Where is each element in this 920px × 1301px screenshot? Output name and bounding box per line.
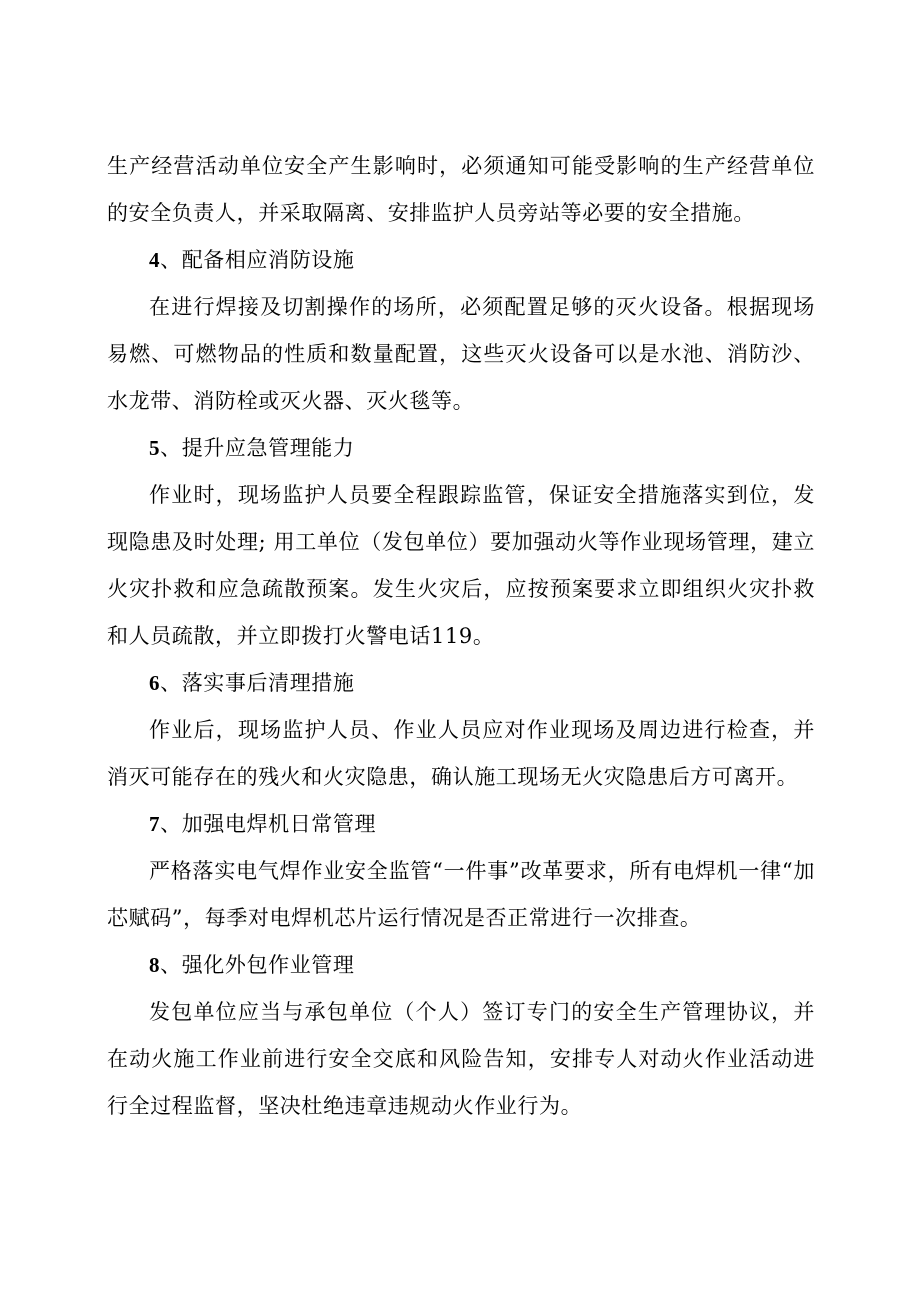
document-body — [107, 143, 815, 1130]
section-title: 、加强电焊机日常管理 — [160, 812, 377, 836]
section-heading-5 — [107, 425, 815, 472]
section-number: 8 — [149, 953, 161, 977]
section-title: 、配备相应消防设施 — [160, 248, 355, 272]
paragraph-welder-management: 严格落实电气焊作业安全监管“一件事”改革要求，所有电焊机一律“加芯赋码”，每季对电焊机芯片运行情况是否正常进行一次排查。 — [107, 859, 815, 930]
paragraph-emergency: 作业时，现场监护人员要全程跟踪监管，保证安全措施落实到位，发现隐患及时处理; 用工单位（发包单位）要加强动火等作业现场管理，建立火灾扑救和应急疏散预案。发生火灾后，应按预案要求立即组织火灾扑救和人员疏散，并立即拨打火警电话119。 — [107, 483, 815, 648]
section-heading-8 — [107, 942, 815, 989]
paragraph-continuation: 生产经营活动单位安全产生影响时，必须通知可能受影响的生产经营单位的安全负责人，并采取隔离、安排监护人员旁站等必要的安全措施。 — [107, 154, 815, 225]
section-number: 6 — [149, 671, 161, 695]
section-number: 5 — [149, 436, 161, 460]
section-number: 4 — [149, 248, 161, 272]
section-number: 7 — [149, 812, 161, 836]
paragraph-outsourcing: 发包单位应当与承包单位（个人）签订专门的安全生产管理协议，并在动火施工作业前进行安全交底和风险告知，安排专人对动火作业活动进行全过程监督，坚决杜绝违章违规动火作业行为。 — [107, 1000, 815, 1118]
paragraph-fire-equipment: 在进行焊接及切割操作的场所，必须配置足够的灭火设备。根据现场易燃、可燃物品的性质和数量配置，这些灭火设备可以是水池、消防沙、水龙带、消防栓或灭火器、灭火毯等。 — [107, 295, 815, 413]
section-title: 、落实事后清理措施 — [160, 671, 355, 695]
section-heading-4 — [107, 237, 815, 284]
paragraph-cleanup: 作业后，现场监护人员、作业人员应对作业现场及周边进行检查，并消灭可能存在的残火和火灾隐患，确认施工现场无火灾隐患后方可离开。 — [107, 718, 815, 789]
section-heading-6 — [107, 660, 815, 707]
section-title: 、强化外包作业管理 — [160, 953, 355, 977]
section-title: 、提升应急管理能力 — [160, 436, 355, 460]
section-heading-7 — [107, 801, 815, 848]
